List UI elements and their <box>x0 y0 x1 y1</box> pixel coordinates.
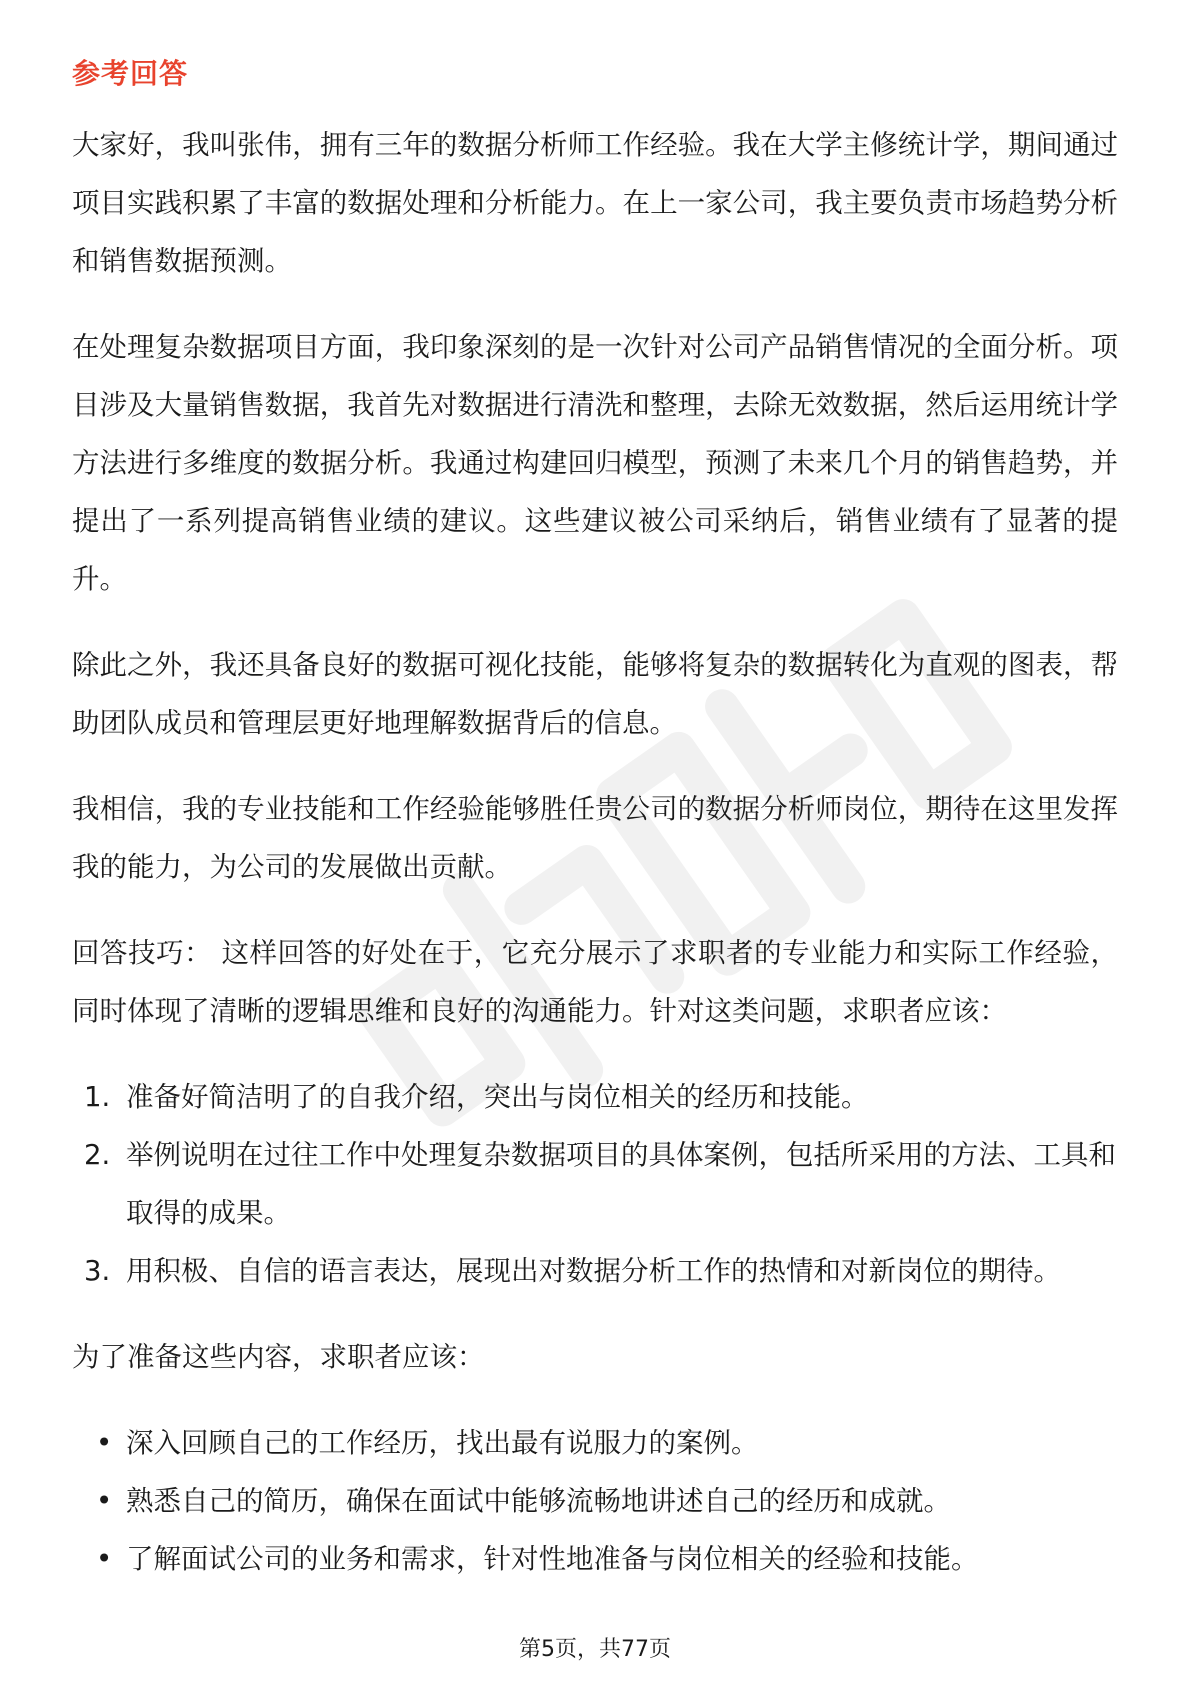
list-number: 3. <box>84 1255 111 1287</box>
list-item <box>72 1068 1118 1126</box>
paragraph-tips: 回答技巧： 这样回答的好处在于，它充分展示了求职者的专业能力和实际工作经验，同时体现了清晰的逻辑思维和良好的沟通能力。针对这类问题，求职者应该： <box>72 937 1118 1027</box>
list-item <box>72 1414 1118 1472</box>
list-item-text: 深入回顾自己的工作经历，找出最有说服力的案例。 <box>126 1427 759 1459</box>
paragraph-prep-intro: 为了准备这些内容，求职者应该： <box>72 1341 485 1373</box>
list-number: 1. <box>84 1081 111 1113</box>
bullet-icon: • <box>96 1485 113 1517</box>
list-number: 2. <box>84 1139 111 1171</box>
list-item <box>72 1530 1118 1588</box>
list-item <box>72 1242 1118 1300</box>
page-number-footer: 第5页，共77页 <box>519 1637 671 1662</box>
paragraph-closing: 我相信，我的专业技能和工作经验能够胜任贵公司的数据分析师岗位，期待在这里发挥我的能力，为公司的发展做出贡献。 <box>72 793 1118 883</box>
paragraph-intro: 大家好，我叫张伟，拥有三年的数据分析师工作经验。我在大学主修统计学，期间通过项目实践积累了丰富的数据处理和分析能力。在上一家公司，我主要负责市场趋势分析和销售数据预测。 <box>72 129 1118 277</box>
bullet-icon: • <box>96 1427 113 1459</box>
paragraph-project: 在处理复杂数据项目方面，我印象深刻的是一次针对公司产品销售情况的全面分析。项目涉及大量销售数据，我首先对数据进行清洗和整理，去除无效数据，然后运用统计学方法进行多维度的数据分析。我通过构建回归模型，预测了未来几个月的销售趋势，并提出了一系列提高销售业绩的建议。这些建议被公司采纳后，销售业绩有了显著的提升。 <box>72 331 1118 595</box>
list-item-text: 用积极、自信的语言表达，展现出对数据分析工作的热情和对新岗位的期待。 <box>126 1255 1061 1287</box>
numbered-list <box>72 1068 1118 1300</box>
bullet-list <box>72 1414 1118 1588</box>
list-item-text: 准备好简洁明了的自我介绍，突出与岗位相关的经历和技能。 <box>126 1081 869 1113</box>
list-item <box>72 1472 1118 1530</box>
bullet-icon: • <box>96 1543 113 1575</box>
list-item-text: 举例说明在过往工作中处理复杂数据项目的具体案例，包括所采用的方法、工具和取得的成果。 <box>126 1139 1116 1229</box>
section-title: 参考回答 <box>72 57 189 90</box>
answer-content <box>72 116 1118 1616</box>
list-item-text: 了解面试公司的业务和需求，针对性地准备与岗位相关的经验和技能。 <box>126 1543 979 1575</box>
list-item-text: 熟悉自己的简历，确保在面试中能够流畅地讲述自己的经历和成就。 <box>126 1485 951 1517</box>
paragraph-visualization: 除此之外，我还具备良好的数据可视化技能，能够将复杂的数据转化为直观的图表，帮助团队成员和管理层更好地理解数据背后的信息。 <box>72 649 1118 739</box>
list-item <box>72 1126 1118 1242</box>
